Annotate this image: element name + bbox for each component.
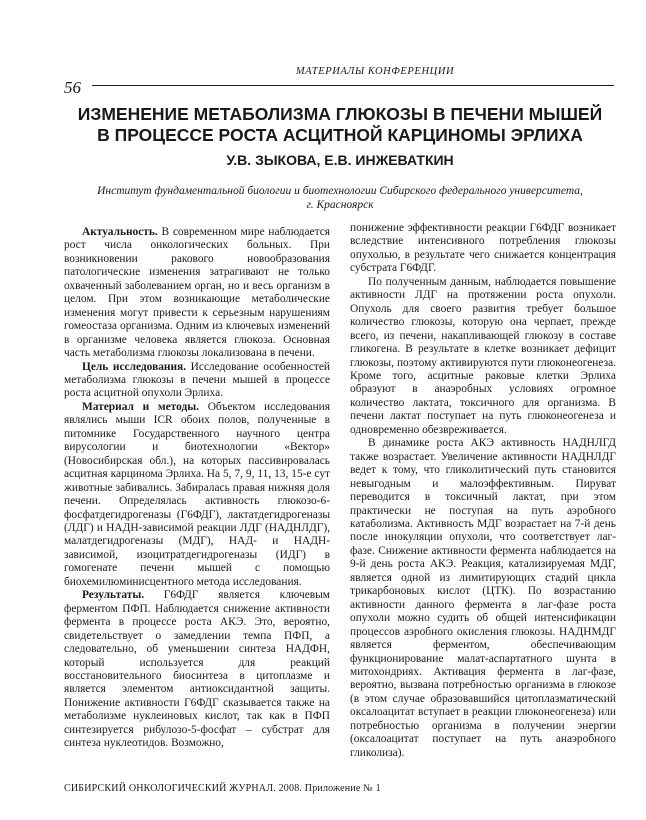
affiliation-line-2: г. Красноярск bbox=[306, 199, 374, 211]
relevance-heading: Актуальность. bbox=[82, 226, 158, 238]
results-text: Г6ФДГ является ключевым ферментом ПФП. Наблюдается снижение активности фермента в процессе роста АКЭ. Это, вероятно, свидетельствует о замедлении темпа ПФП, а следовательно, об уменьшении синтеза НАДФН, который используется для реакций восстановительного биосинтеза в цитоплазме и является элементом антиоксидантной защиты. Понижение активности Г6ФДГ сказывается также на метаболизме нуклеиновых кислот, так как в ПФП синтезируется рибулозо-5-фосфат – субстрат для синтеза нуклеотидов. Возможно, bbox=[64, 589, 330, 750]
methods-text: Объектом исследования являлись мыши ICR обоих полов, полученные в питомнике Государственного научного центра вирусологии и биотехнологии «Вектор» (Новосибирская обл.), на которых пассивировалась асцитная карцинома Эрлиха. На 5, 7, 9, 11, 13, 15-е сут животные забивались. Забиралась правая нижняя доля печени. Определялась активность глюкозо-6-фосфатдегидрогеназы (Г6ФДГ), лактатдегидрогеназы (ЛДГ) и НАДН-зависимой реакции ЛДГ (НАДНЛДГ), малатдегидрогеназы (МДГ), НАД- и НАДН-зависимой, изоцитратдегидрогеназы (ИДГ) в гомогенате печени мышей с помощью биохемилюминисцентного метода исследования. bbox=[64, 400, 330, 588]
authors: У.В. ЗЫКОВА, Е.В. ИНЖЕВАТКИН bbox=[226, 152, 454, 168]
page-number: 56 bbox=[64, 78, 81, 97]
left-column bbox=[64, 226, 330, 751]
header-rule bbox=[92, 85, 614, 86]
relevance-paragraph bbox=[64, 226, 330, 361]
title-line-2: В ПРОЦЕССЕ РОСТА АСЦИТНОЙ КАРЦИНОМЫ ЭРЛИХА bbox=[97, 125, 583, 145]
aim-text: Исследование особенностей метаболизма глюкозы в печени мышей в процессе роста асцитной опухоли Эрлиха. bbox=[64, 360, 330, 400]
methods-paragraph bbox=[64, 401, 330, 589]
results-continued-paragraph: понижение эффективности реакции Г6ФДГ возникает вследствие интенсивного потребления глюкозы опухолью, в результате чего снижается концентрация субстрата Г6ФДГ. bbox=[350, 222, 616, 275]
article-title bbox=[60, 104, 620, 146]
running-header: МАТЕРИАЛЫ КОНФЕРЕНЦИИ bbox=[295, 66, 455, 77]
relevance-text: В современном мире наблюдается рост числа онкологических больных. При возникновении ракового новообразования патологические изменения затрагивают не только охваченный заболеванием орган, но и весь организм в целом. При этом возникающие метаболические изменения могут привести к серьезным нарушениям гомеостаза организма. Одним из ключевых изменений в организме человека является глюкоза. Основная часть метаболизма глюкозы локализована в печени. bbox=[64, 226, 330, 360]
right-column bbox=[350, 222, 616, 760]
aim-heading: Цель исследования. bbox=[82, 360, 187, 373]
title-line-1: ИЗМЕНЕНИЕ МЕТАБОЛИЗМА ГЛЮКОЗЫ В ПЕЧЕНИ МЫШЕЙ bbox=[77, 104, 603, 124]
results-paragraph bbox=[64, 589, 330, 750]
affiliation bbox=[70, 184, 610, 212]
affiliation-line-1: Институт фундаментальной биологии и биотехнологии Сибирского федерального университета, bbox=[97, 185, 583, 197]
aim-paragraph bbox=[64, 361, 330, 401]
ldh-paragraph: По полученным данным, наблюдается повышение активности ЛДГ на протяжении роста опухоли. Опухоль для своего развития требует большое количество глюкозы, которую она черпает, прежде всего, из печени, накапливающей глюкозу в составе гликогена. В результате в клетке возникает дефицит глюкозы, поэтому активируются пути глюконеогенеза. Кроме того, асцитные раковые клетки Эрлиха образуют в анаэробных условиях огромное количество лактата, токсичного для организма. В печени лактат поступает на путь глюконеогенеза и одновременно обезвреживается. bbox=[350, 275, 616, 436]
journal-footer: СИБИРСКИЙ ОНКОЛОГИЧЕСКИЙ ЖУРНАЛ. 2008. Приложение № 1 bbox=[64, 783, 381, 794]
methods-heading: Материал и методы. bbox=[82, 400, 199, 413]
results-heading: Результаты. bbox=[82, 589, 145, 602]
nadh-ldh-paragraph: В динамике роста АКЭ активность НАДНЛГД также возрастает. Увеличение активности НАДНЛДГ ведет к тому, что гликолитический путь становится невыгодным и малоэффективным. Пируват переводится в токсичный лактат, при этом практически не поступая на путь аэробного катаболизма. Активность МДГ возрастает на 7-й день после инокуляции опухоли, что соответствует лаг-фазе. Снижение активности фермента наблюдается на 9-й день роста АКЭ. Реакция, катализируемая МДГ, является одной из лимитирующих стадий цикла трикарбоновых кислот (ЦТК). По возрастанию активности данного фермента в лаг-фазе роста опухоли можно судить об общей интенсификации процессов аэробного окисления глюкозы. НАДНМДГ является ферментом, обеспечивающим функционирование малат-аспартатного шунта в митохондриях. Активация фермента в лаг-фазе, вероятно, вызвана потребностью организма в глюкозе (в этом случае образовавшийся цитоплазматический оксалоацитат вступает в реакции глюконеогенеза) или потребностью организма в получении энергии (оксалоацитат поступает на путь анаэробного гликолиза). bbox=[350, 437, 616, 759]
